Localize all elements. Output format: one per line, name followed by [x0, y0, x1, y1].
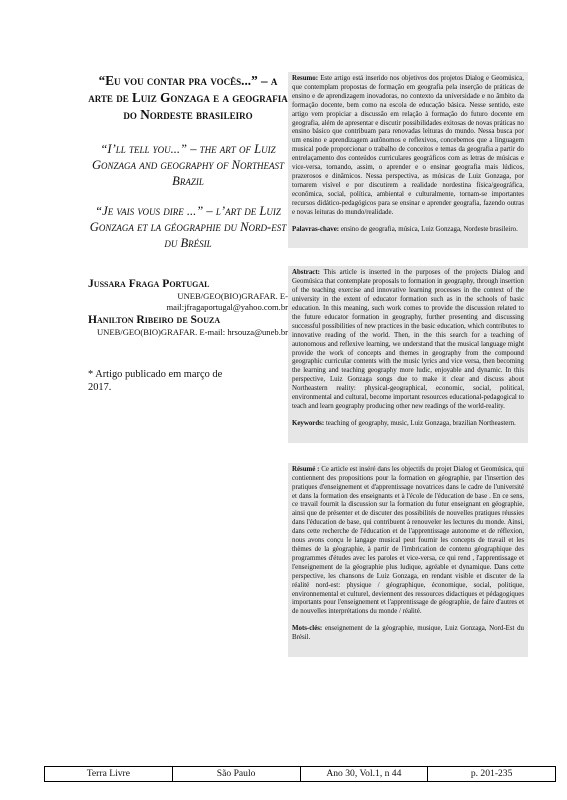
- resumo-keywords-text: ensino de geografia, música, Luiz Gonzaga, Nordeste brasileiro.: [340, 225, 518, 233]
- footer-city: São Paulo: [173, 767, 301, 781]
- footer-volume: Ano 30, Vol.1, n 44: [301, 767, 429, 781]
- author-block-2: [88, 313, 288, 338]
- resumo-text: Este artigo está inserido nos objetivos dos projetos Dialog e Geomúsica, que contemplam propostas de formação em geografia pela inserção de práticas de ensino e de aprendizagem inovadoras, no contexto da universidade e no âmbito da formação docente, bem como na escola de educação básica. Nesse sentido, este artigo vem propiciar a discussão em relação à formação do futuro docente em geografia, além de apresentar e discutir possibilidades exitosas de novas práticas no ensino básico que contribuam para renovadas leituras do mundo. Nessa busca por um ensino e aprendizagem autônomos e reflexivos, concebemos que a linguagem musical pode proporcionar o trabalho de conceitos e temas da geografia a partir do entrelaçamento dos conteúdos curriculares geográficos com as letras de músicas e vice-versa, tornando, assim, o aprender e o ensinar geografia mais lúdicos, prazerosos e dinâmicos. Nessa perspectiva, as músicas de Luiz Gonzaga, por tornarem visível e por discutirem a realidade nordestina física/geográfica, econômica, social, política, ambiental e culturalmente, tornam-se importantes recursos didático-pedagógicos para se ensinar e aprender geografia, fazendo outras e novas leituras do mundo/realidade.: [292, 75, 524, 216]
- article-title-english: “I’ll tell you...” – the art of Luiz Gonzaga and geography of Northeast Brazil: [91, 142, 285, 188]
- abstracts-column: [288, 72, 528, 657]
- journal-footer: [44, 766, 556, 782]
- footer-pages: p. 201-235: [470, 768, 513, 779]
- abstract-label: Abstract:: [292, 269, 320, 277]
- author-block-1: [88, 277, 288, 313]
- abstract-text: This article is inserted in the purposes of the projects Dialog and Geomúsica that contemplate proposals to formation in geography, through insertion of the teaching exercise and innovative learning processes in the context of the university in the extent of educator formation such as in the schools of basic education. In this meaning, such work comes to provide the discussion related to the future educator formation in geography, further presenting and discussing successful possibilities of new practices in the basic education, which contributes to innovative reading of the world. Then, in the this search for a teaching of autonomous and reflexive learning, we understand that the musical language might provide the work of concepts and themes in geography from the compound geographic curricular contents with the music lyrics and vice versa, then becoming the learning and teaching geography more ludic, enjoyable and dynamic. In this perspective, Luiz Gonzaga songs due to make it clear and discuss about Northeastern reality: physical-geographical, economic, social, political, environmental and cultural, become important resources educational-pedagogical to teach and learn geography producing other new readings of the world-reality.: [292, 269, 524, 410]
- resume-keywords: [292, 625, 524, 643]
- resume-box: [288, 463, 528, 657]
- publication-note: * Artigo publicado em março de 2017.: [88, 369, 223, 393]
- abstract-keywords-text: teaching of geography, music, Luiz Gonzaga, brazilian Northeastern.: [325, 419, 516, 427]
- author-affiliation: UNEB/GEO(BIO)GRAFAR. E-mail: hrsouza@uneb.br: [96, 327, 288, 337]
- article-title-french: “Je vais vous dire ...” – l’art de Luiz Gonzaga et la géographie du Nord-est du Brésil: [89, 204, 287, 250]
- resumo-keywords: [292, 226, 524, 235]
- resume-keywords-label: Mots-clés:: [292, 625, 323, 633]
- resumo-label: Resumo:: [292, 75, 319, 82]
- resumo-keywords-label: Palavras-chave:: [292, 225, 340, 233]
- abstract-box: [288, 266, 528, 442]
- abstract-paragraph: [292, 269, 524, 412]
- author-affiliation: UNEB/GEO(BIO)GRAFAR. E-mail:jfragaportugal@yahoo.com.br: [166, 291, 288, 312]
- resumo-box: [288, 72, 528, 248]
- author-name: Jussara Fraga Portugal: [88, 277, 210, 290]
- article-title-portuguese: “Eu vou contar pra vocês...” – a arte de Luiz Gonzaga e a geografia do Nordeste brasileiro: [88, 73, 288, 122]
- title-column: [88, 72, 288, 404]
- abstract-keywords: [292, 420, 524, 429]
- resume-text: Ce article est inséré dans les objectifs du projet Dialog et Geomúsica, qui contiennent des propositions pour la formation en géographie, par l'insertion des pratiques d'enseignement et d'apprentissage novatrices dans le cadre de l'université et dans la formation des enseignants et à l'école de l'éducation de base . En ce sens, ce travail fournit la discussion sur la formation du futur enseignant en géographie, ainsi que de présenter et de discuter des possibilités de nouvelles pratiques réussies dans l'éducation de base, qui contribuent à renouveler les lectures du monde. Ainsi, dans cette recherche de l'éducation et de l'apprentissage autonome et de réflexion, nous avons conçu le langage musical peut fournir les concepts de travail et les thèmes de la géographie, à partir de l'imbrication de contenu géographique des programmes d'études avec les paroles et vice-versa, ce qui rend , l'apprentissage et l'enseignement de la géographie plus ludique, agréable et dynamique. Dans cette perspective, les chansons de Luiz Gonzaga, en rendant visible et discuter de la réalité nord-est: physique / géographique, économique, social, politique, environnemental et culturel, deviennent des ressources didactiques et pédagogiques importants pour l'enseignement et l'apprentissage de géographie, de faire d'autres et de nouvelles interprétations du monde / réalité.: [292, 465, 524, 616]
- footer-journal: Terra Livre: [45, 767, 173, 781]
- resumo-paragraph: [292, 75, 524, 218]
- resume-paragraph: [292, 466, 524, 617]
- abstract-keywords-label: Keywords:: [292, 419, 325, 427]
- resume-label: Résumé :: [292, 465, 320, 473]
- author-name: Hanilton Ribeiro de Souza: [88, 313, 221, 326]
- resume-keywords-text: enseignement de la géographie, musique, Luiz Gonzaga, Nord-Est du Brésil.: [292, 625, 524, 642]
